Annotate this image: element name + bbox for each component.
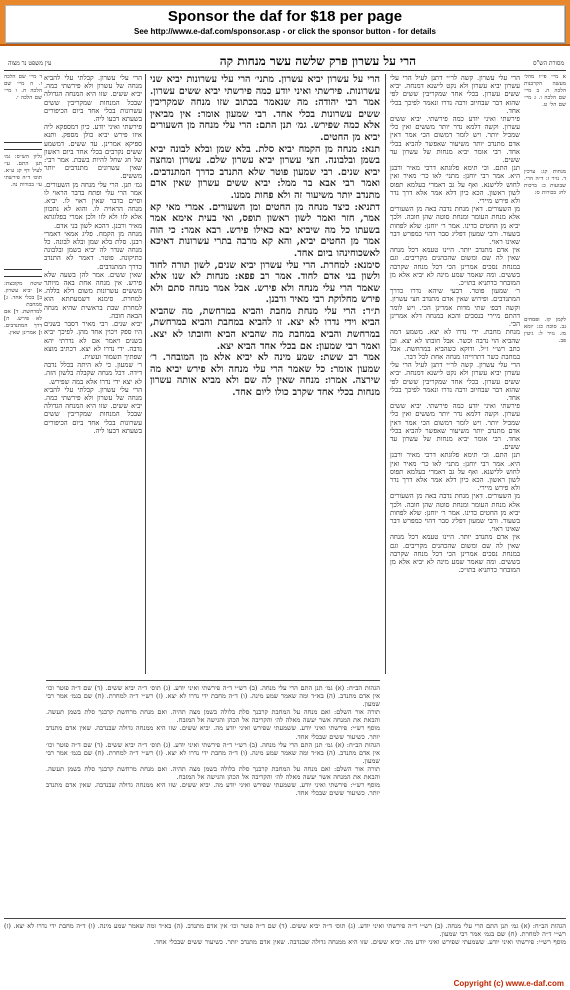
column-rule bbox=[385, 74, 386, 674]
rashi-paragraph: הרי עלי עשרון. קבלתי עלי להביא מנחה של עשרון ולא פירשתי כמה. יביא ששים. שזו היא המנחה הגדולה שבכל המנחות שמקריבין ששים עשרונות בכלי אחד ביום הכיפורים בשעתא דבעו ליה. bbox=[44, 385, 142, 435]
side-column-right bbox=[524, 74, 566, 634]
side-note: שיטה מקובצת: א] יביא עשרון. ב] בכלי אחד. ג] ממחבת למרחשת. ד] אם לא פירש. ה] דרך המתנדבים. ו] אמרינן שאין. bbox=[4, 281, 42, 336]
rashi-paragraph: מנחה מן הקמח. פליג אמאי דאמרי רבנן. סלת בלא שמן ובלא לבונה. כל מנחה שנדר לה יביא בשמן ובלבונה כתיקונה. פוטר. דאמר לא התנדב כדרך המתנדבים. bbox=[44, 229, 142, 271]
rashi-paragraph: ר׳ שמעון. כי לא היתה בכלל נדבה דידה. דכל מנחה שקבלה בלשון הזה. לא יצא ידי נדרו אלא במה שפירש. bbox=[44, 361, 142, 386]
tosafot-paragraph: תנן התם. וכי תימא פלוגתא דרבי מאיר ורבנן היא. אמר רבי יוחנן: מתני׳ לאו כר׳ מאיר ואין לחוש ללישנא. ואף על גב דאמרי בעלמא תפוס לשון ראשון. הכא כיון דלא אמר אלא דרך נדר ולא פירש מיירי. bbox=[390, 164, 520, 206]
footnote-paragraph: מוסף רש״י: פירשתי ואיני יודע. ששמעתי שפירש ואיני יודע מה. יביא ששים. שזו היא ממנחה גדולה שבנדבה. שאין אדם מתנדב יותר. כשיעור ששים שבכלי אחד. bbox=[153, 938, 566, 947]
tosafot-paragraph: ר׳ שמעון פוטר. דבעי שיהא נדרו כדרך המתנדבים. ופירוש שאין אדם מתנדב חצי עשרון. וקשה דבפ׳ שתי מדות אמרינן הכי. ויש לומר דהתם מיירי בנסכים והכא במנחה דלא אמרינן הכי. bbox=[390, 287, 520, 329]
ornament-divider bbox=[4, 142, 42, 150]
tosafot-paragraph: מן השעורים. דאין מנחת נדבה באה מן השעורים אלא מנחת העומר ומנחת סוטה שהן חובה. ולכך יביא מן החטים כדינו. אמר ר׳ יוחנן: שלא לפחות בשעור. ורבי שמעון דפליג סבר דהוי כמפרש דבר שאינו ראוי. bbox=[390, 205, 520, 247]
bottom-paragraph: מוסף רש״י: פירשתי ואיני יודע. ששמעתי שפירש ואיני יודע מה. יביא ששים. שזו היא ממנחה גדולה שבנדבה. שאין אדם מתנדב יותר. כשיעור ששים שבכלי אחד. bbox=[46, 724, 380, 741]
bottom-paragraph: תורה אור השלם: ואם מנחה על המחבת קרבנך סלת בלולה בשמן מצה תהיה. ואם מנחת מרחשת קרבנך סלת בשמן תעשה. והבאת את המנחה אשר יעשה מאלה לה׳ והקריבה אל הכהן והגישה אל המזבח. bbox=[46, 708, 380, 725]
bottom-paragraph: תורה אור השלם: ואם מנחה על המחבת קרבנך סלת בלולה בשמן מצה תהיה. ואם מנחת מרחשת קרבנך סלת בשמן תעשה. והבאת את המנחה אשר יעשה מאלה לה׳ והקריבה אל הכהן והגישה אל המזבח. bbox=[46, 764, 380, 782]
ein-mishpat-label: עין משפט נר מצוה bbox=[8, 60, 52, 67]
tosafot-paragraph: אין אדם מתנדב יותר. היינו טעמא דכל מנחה שאין לה שם ומשום שהכהנים מקריבים. וגם במנחת נסכים אמרינן הכי דכל מנחה שקרבה בששים. ומה שאמר שמע מינה לא יביא אלא מן המובחר כדתניא בתו״כ. bbox=[390, 533, 520, 575]
sponsor-banner-box[interactable] bbox=[5, 5, 565, 43]
gemara-paragraph: תנא: מנחה מן הקמח יביא סלת. בלא שמן ובלא לבונה יביא בשמן ובלבונה. חצי עשרון יביא עשרון שלם. עשרון ומחצה יביא שנים. רבי שמעון פוטר שלא התנדב כדרך המתנדבים. ואמר רבי אבא בר ממל: יביא ששים עשרון שאין אדם מתנדב יותר משיעור זה ולא פחות ממנו. bbox=[150, 143, 380, 201]
gemara-paragraph: דתניא: כיצד מנחה מן החטים ומן השעורים. אמרי מאי קא אמר, חזר ואמר לשון ראשון תופס, ואי בעית אימא אמר בשעתו כל מה שיביא יבא כאילו פירש. רבא אמר: כי הוה אמר מן החטים יביא, והא קא מרבה בתרי עשרונות דאיכא לאשכוחינהו ביום אחד. bbox=[150, 201, 380, 259]
side-note: מנחות קג: ערכין ד. נזיר ז: ד״ה הרי. שבועות כ: ברכות לח: בכורות ס: bbox=[524, 169, 566, 196]
horizontal-rule bbox=[4, 918, 566, 919]
tosafot-paragraph: מנחת מחבת. ידי נדרו לא יצא. משמע דמה שהביא הוי נדבה וכשר. אבל חובתו לא יצא. וכן כתב רש״י ז״ל. ודוקא כשהביא במרחשת. אבל במחבת כשר דתרוייהו מנחה אחת לכל דבר. bbox=[390, 328, 520, 361]
gemara-paragraph: הרי על עשרון יביא עשרון. מתני׳ הרי עלי עשרונות יביא שני עשרונות. פירשתי ואיני יודע כמה פירשתי יביא ששים עשרון. אמר רבי יהודה: מה שנאמר בכתוב שזו מנחה שמקריבין ששים עשרונות בכלי אחד. רבי שמעון אומר: אין מביאין אלא כמה שפירש. גמ׳ תנן התם: הרי עלי מנחה מן השעורים יביא מן החטים. bbox=[150, 74, 380, 143]
rashi-paragraph: גמ׳ תנן. הרי עלי מנחה מן השעורים. אמר הרי עלי ופתח בדבר הראוי לו וסיים בדבר שאין ראוי לו. יביא. מנחה הראויה לו. והוא לא נתכוון אלא לזו ולא לזו ולכן אמרי בפלוגתא מאיר ורבנן. דהכא לשון בני אדם. bbox=[44, 180, 142, 230]
sponsor-subtitle[interactable]: See http://www.e-daf.com/sponsor.asp - or click the sponsor button - for details bbox=[134, 27, 436, 36]
side-note: ד מיי׳ שם הלכה ז. ה מיי׳ שם הלכה ח. ו מיי׳ שם הלכה י. bbox=[4, 74, 42, 101]
rashi-paragraph: שאין ששים. אמר להן בשעה שלא פירש. אין מנחה אחת באה מיותר מששים עשרונות משום דלא בללה. למחרת. סימנא דשמעתתא הוא למחרת שבת בראשית שהיא מנחה הבאה חובה. bbox=[44, 270, 142, 320]
tosafot-paragraph: פירשתי ואיני יודע כמה פירשתי. יביא ששים עשרון. וקשה דלמא נדר יותר מששים ואין כלי שמכיל יותר. ויש לומר דמשום הכי אמר דאין אדם מתנדב יותר משיעור שאפשר להביא בכלי אחד. רבי אומר יביא מנחות של עשרון עד ששים. bbox=[390, 115, 520, 165]
tosafot-paragraph: הרי עלי עשרון. קשה לר״י דתנן לעיל הרי עלי עשרון יביא עשרון ולא נקט לישנא דמנחה. יביא ששים עשרון. בכלי אחד שמקריבין ששים לפי שהוא דבר שבחיוב ורבה נדרו ונאמר לפיכך בכלי אחד. bbox=[390, 74, 520, 115]
tosafot-paragraph: תנן התם. וכי תימא פלוגתא דרבי מאיר ורבנן היא. אמר רבי יוחנן: מתני׳ לאו כר׳ מאיר ואין לחוש ללישנא. ואף על גב דאמרי בעלמא תפוס לשון ראשון. הכא כיון דלא אמר אלא דרך נדר ולא פירש מיירי. bbox=[390, 451, 520, 493]
side-note: לקמן קז. ופסחים נב. סוכה כג: יומא מז. נזיר ל: גיטין פב. bbox=[524, 317, 566, 344]
footnotes bbox=[4, 922, 566, 970]
gemara-paragraph: ת״ר: הרי עלי מנחת מחבת והביא במרחשת, מה שהביא הביא וידי נדרו לא יצא. זו להביא במחבת והביא במרחשת, במרחשת והביא במחבת מה שהביא הביא וחובתו לא יצא. ואמר רבי שמעון: אם בכלי אחד הביא יצא. bbox=[150, 305, 380, 352]
tosafot-column bbox=[390, 74, 520, 914]
column-rule bbox=[145, 74, 146, 674]
sponsor-title[interactable]: Sponsor the daf for $18 per page bbox=[167, 8, 403, 25]
sponsor-banner[interactable] bbox=[0, 0, 570, 46]
rashi-paragraph: הרי עלי עשרון. קבלתי עלי להביא מנחה של עשרון ולא פירשתי כמה. יביא ששים. שזו היא המנחה הגדולה שבכל המנחות שמקריבין ששים עשרונות בכלי אחד ביום הכיפורים בשעתא דבעו ליה. bbox=[44, 74, 142, 124]
gemara-main-text bbox=[150, 74, 380, 674]
talmud-page bbox=[4, 50, 566, 975]
side-note: א מיי׳ פי״ז מהל׳ מעשה הקרבנות הלכה ה. ב מיי׳ שם הלכה ו. ג מיי׳ שם הל׳ ט. bbox=[524, 74, 566, 108]
ornament-divider bbox=[4, 269, 42, 277]
side-column-left bbox=[4, 74, 42, 914]
rashi-paragraph: פירשתי ואיני יודע. כיון דמספקא ליה איזו פירש יביא כולן מספק. ותנא ספיקא אמרינן. עד ששים. דמשמע ששים נקרבים בכלי אחד ביום ראשון של חג שחל להיות בשבת. אמר רבי: שאין עשרונים מתנדבים יותר מששים. bbox=[44, 123, 142, 181]
gemara-paragraph: אמר רב ששת: שמע מינה לא יביא אלא מן המובחר. ר׳ שמעון אומר: כל שאמר הרי עלי מנחה ולא פירש יביא מה שירצה. אמרו: מנחה שאין לה שם ולא מביא אותה עשרון מנחות בכלי אחד שקרב כולו ליום אחד. bbox=[150, 352, 380, 399]
bottom-commentary bbox=[46, 684, 380, 904]
rashi-paragraph: יביא שנים. רבי מאיר דסבר בשנים היו ספק ויכוין אחד מהן. לפיכך יביא בשנים ויאמר אם לא נדרתי יהא נדבה. ידי נדרו לא יצא. דכתיב מוצא שפתיך תשמור ועשית. bbox=[44, 320, 142, 361]
tosafot-paragraph: אין אדם מתנדב יותר. היינו טעמא דכל מנחה שאין לה שם ומשום שהכהנים מקריבים. וגם במנחת נסכים אמרינן הכי דכל מנחה שקרבה בששים. ומה שאמר שמע מינה לא יביא אלא מן המובחר כדתניא בתו״כ. bbox=[390, 246, 520, 288]
tosafot-paragraph: פירשתי ואיני יודע כמה פירשתי. יביא ששים עשרון. וקשה דלמא נדר יותר מששים ואין כלי שמכיל יותר. ויש לומר דמשום הכי אמר דאין אדם מתנדב יותר משיעור שאפשר להביא בכלי אחד. רבי אומר יביא מנחות של עשרון עד ששים. bbox=[390, 402, 520, 452]
horizontal-rule bbox=[46, 680, 380, 681]
bottom-paragraph: מוסף רש״י: פירשתי ואיני יודע. ששמעתי שפירש ואיני יודע מה. יביא ששים. שזו היא ממנחה גדולה שבנדבה. שאין אדם מתנדב יותר. כשיעור ששים שבכלי אחד. bbox=[46, 781, 380, 798]
chapter-title: הרי על עשרון פרק שלשה עשר מנחות קה bbox=[219, 54, 416, 68]
tosafot-paragraph: הרי עלי עשרון. קשה לר״י דתנן לעיל הרי עלי עשרון יביא עשרון ולא נקט לישנא דמנחה. יביא ששים עשרון. בכלי אחד שמקריבין ששים לפי שהוא דבר שבחיוב ורבה נדרו ונאמר לפיכך בכלי אחד. bbox=[390, 361, 520, 402]
gemara-paragraph: סימנא: למחרת. הרי עלי עשרון יביא שנים, לשון תורה לחוד ולשון בני אדם לחוד. אמר רב פפא: מנחות לא שנו אלא שאמר הרי עלי מנחה ולא פירש. אבל אמר מנחה סתם ולא פירש מחלוקת רבי מאיר ורבנן. bbox=[150, 259, 380, 306]
side-note: גליון הש״ס: גמ׳ תנן התם. עי׳ לעיל דף קג ע״א. תוס׳ ד״ה פירשתי עי׳ בכורות נה. bbox=[4, 154, 42, 188]
masoret-label: מסורת הש"ס bbox=[533, 60, 564, 67]
page-header bbox=[4, 54, 566, 71]
tosafot-paragraph: מן השעורים. דאין מנחת נדבה באה מן השעורים אלא מנחת העומר ומנחת סוטה שהן חובה. ולכך יביא מן החטים כדינו. אמר ר׳ יוחנן: שלא לפחות בשעור. ורבי שמעון דפליג סבר דהוי כמפרש דבר שאינו ראוי. bbox=[390, 492, 520, 534]
bottom-paragraph: הגהות הב״ח: (א) גמ׳ תנן התם הרי עלי מנחה. (ב) רש״י ד״ה פירשתי ואיני יודע. (ג) תוס׳ ד״ה יביא ששים. (ד) שם ד״ה פוטר וכו׳ אין אדם מתנדב. (ה) בא״ד ומה שאמר שמע מינה. (ו) ד״ה מחבת ידי נדרו לא יצא. (ז) רש״י ד״ה למחרת. (ח) שם בגמ׳ אמר רבי שמעון. bbox=[46, 740, 380, 765]
footnote-paragraph: הגהות הב״ח: (א) גמ׳ תנן התם הרי עלי מנחה. (ב) רש״י ד״ה פירשתי ואיני יודע. (ג) תוס׳ ד״ה יביא ששים. (ד) שם ד״ה פוטר וכו׳ אין אדם מתנדב. (ה) בא״ד ומה שאמר שמע מינה. (ו) ד״ה מחבת ידי נדרו לא יצא. (ז) רש״י ד״ה למחרת. (ח) שם בגמ׳ אמר רבי שמעון. bbox=[4, 922, 566, 939]
copyright-link[interactable]: Copyright (c) www.e-daf.com bbox=[453, 979, 564, 988]
rashi-column bbox=[44, 74, 142, 674]
bottom-paragraph: הגהות הב״ח: (א) גמ׳ תנן התם הרי עלי מנחה. (ב) רש״י ד״ה פירשתי ואיני יודע. (ג) תוס׳ ד״ה יביא ששים. (ד) שם ד״ה פוטר וכו׳ אין אדם מתנדב. (ה) בא״ד ומה שאמר שמע מינה. (ו) ד״ה מחבת ידי נדרו לא יצא. (ז) רש״י ד״ה למחרת. (ח) שם בגמ׳ אמר רבי שמעון. bbox=[46, 684, 380, 709]
